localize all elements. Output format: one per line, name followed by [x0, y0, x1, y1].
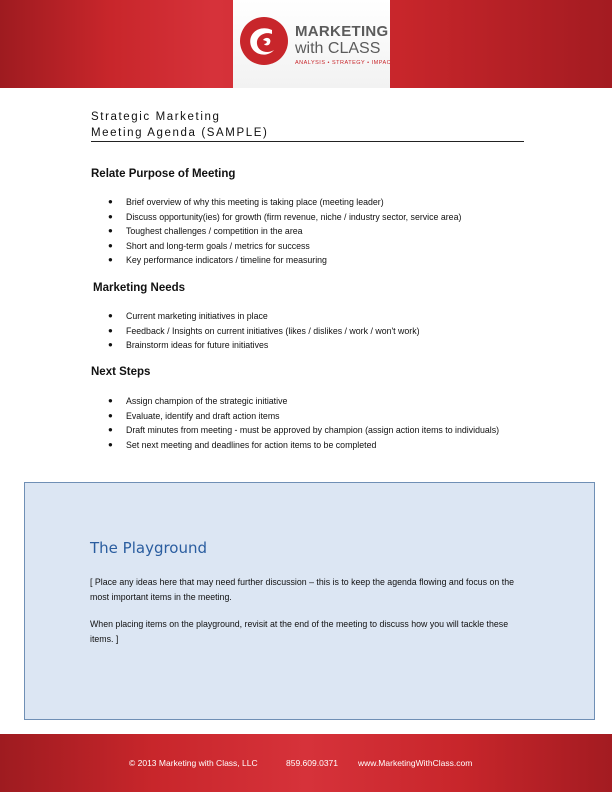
header-band [0, 0, 612, 88]
title-line2: Meeting Agenda (SAMPLE) [91, 127, 269, 139]
marketing-needs-list [91, 309, 531, 353]
logo-text-line1: MARKETING [295, 23, 389, 40]
logo-panel [233, 0, 395, 88]
footer-website-link[interactable]: www.MarketingWithClass.com [358, 758, 473, 768]
bullet-icon: ● [108, 226, 113, 236]
bullet-icon: ● [108, 396, 113, 405]
section-heading-marketing-needs: Marketing Needs [93, 282, 186, 294]
next-steps-list [91, 394, 511, 452]
playground-box[interactable] [24, 482, 595, 720]
bullet-icon: ● [108, 439, 113, 449]
title-divider [91, 141, 524, 142]
list-item: ● Set next meeting and deadlines for action items to be completed [91, 438, 511, 453]
bullet-icon: ● [108, 211, 113, 221]
logo-text-line2: with CLASS [295, 40, 381, 57]
bullet-icon: ● [108, 255, 113, 265]
list-item: ● Toughest challenges / competition in the area [91, 224, 531, 239]
bullet-icon: ● [108, 410, 113, 420]
bullet-icon: ● [108, 311, 113, 320]
list-item: ● Feedback / Insights on current initiatives (likes / dislikes / work / won't work) [91, 324, 531, 339]
list-item: ● Assign champion of the strategic initiative [91, 394, 511, 409]
bullet-icon: ● [108, 340, 113, 350]
logo-tagline: ANALYSIS • STRATEGY • IMPACT [295, 60, 395, 66]
playground-paragraph-1: [ Place any ideas here that may need further discussion – this is to keep the agenda flowing and focus on the most important items in the meeting. [90, 577, 514, 602]
bullet-icon: ● [108, 197, 113, 206]
logo-swirl-icon [239, 16, 289, 66]
footer-band [0, 734, 612, 792]
bullet-icon: ● [108, 325, 113, 335]
list-item: ● Brainstorm ideas for future initiatives [91, 338, 531, 353]
bullet-icon: ● [108, 240, 113, 250]
list-item: ● Key performance indicators / timeline for measuring [91, 253, 531, 268]
footer-phone: 859.609.0371 [286, 758, 338, 768]
footer-copyright: © 2013 Marketing with Class, LLC [129, 758, 258, 768]
list-item: ● Short and long-term goals / metrics for success [91, 239, 531, 254]
purpose-list [91, 195, 531, 268]
section-heading-next-steps: Next Steps [91, 366, 151, 378]
playground-paragraph-2: When placing items on the playground, revisit at the end of the meeting to discuss how you will tackle these items. ] [90, 619, 509, 644]
list-item: ● Evaluate, identify and draft action items [91, 409, 511, 424]
document-title [91, 109, 524, 141]
list-item: ● Brief overview of why this meeting is taking place (meeting leader) [91, 195, 531, 210]
list-item: ● Discuss opportunity(ies) for growth (firm revenue, niche / industry sector, service area) [91, 210, 531, 225]
bullet-icon: ● [108, 425, 113, 435]
section-heading-purpose: Relate Purpose of Meeting [91, 168, 236, 180]
title-line1: Strategic Marketing [91, 111, 221, 123]
playground-title: The Playground [90, 539, 208, 557]
list-item: ● Draft minutes from meeting - must be approved by champion (assign action items to individuals) [91, 423, 511, 438]
list-item: ● Current marketing initiatives in place [91, 309, 531, 324]
